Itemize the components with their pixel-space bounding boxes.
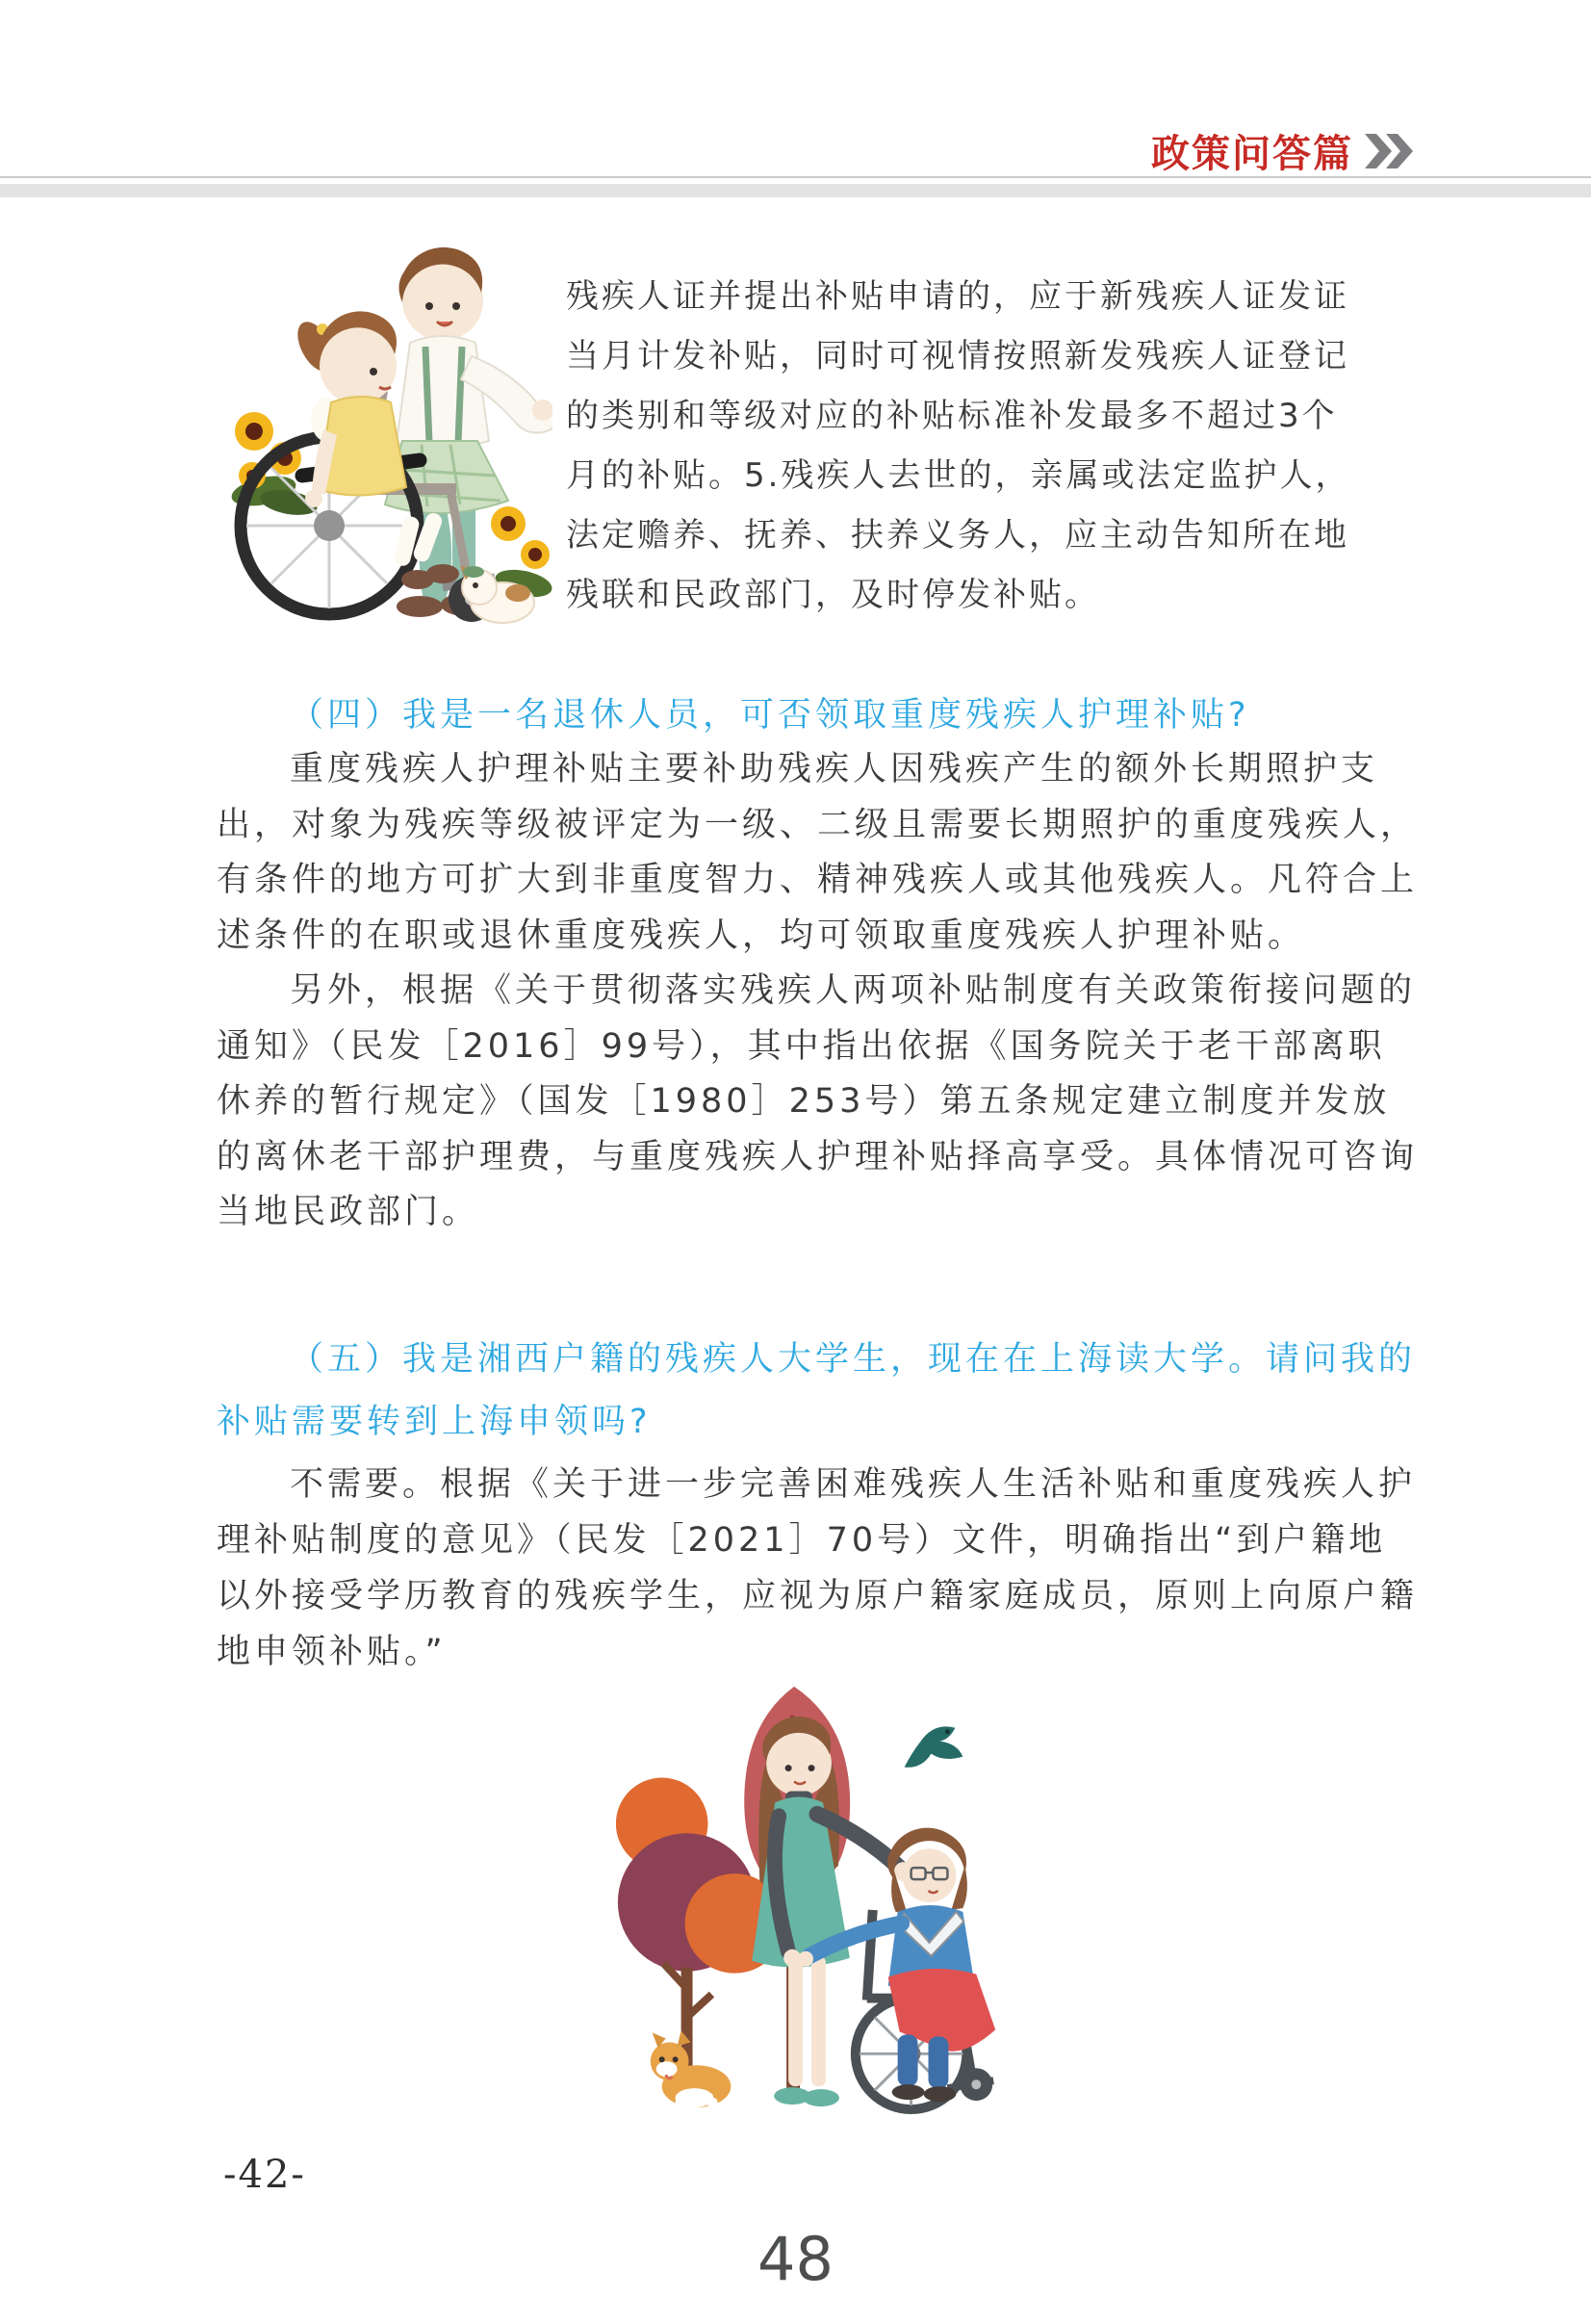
- section-title: 政策问答篇: [1151, 132, 1353, 176]
- illustration-children-wheelchair: [214, 202, 552, 626]
- text-line: 的类别和等级对应的补贴标准补发最多不超过3个: [566, 397, 1338, 435]
- caregiver: [752, 1717, 912, 2106]
- heading-line: 补贴需要转到上海申领吗?: [217, 1403, 652, 1441]
- page-header: [1151, 123, 1415, 178]
- question-4-answer: [217, 742, 1418, 1241]
- text-line: 残疾人证并提出补贴申请的，应于新残疾人证发证: [566, 277, 1349, 316]
- text-line: 有条件的地方可扩大到非重度智力、精神残疾人或其他残疾人。凡符合上: [217, 861, 1419, 899]
- text-line: 通知》（民发［2016］99号），其中指出依据《国务院关于老干部离职: [217, 1026, 1386, 1066]
- text-line: 出，对象为残疾等级被评定为一级、二级且需要长期照护的重度残疾人，: [217, 805, 1419, 844]
- text-line: 不需要。根据《关于进一步完善困难残疾人生活补贴和重度残疾人护: [290, 1465, 1417, 1504]
- bird: [905, 1726, 963, 1767]
- text-line: 理补贴制度的意见》（民发［2021］70号）文件，明确指出“到户籍地: [217, 1521, 1387, 1560]
- text-line: 休养的暂行规定》（国发［1980］253号）第五条规定建立制度并发放: [217, 1082, 1391, 1121]
- heading-line: （五）我是湘西户籍的残疾人大学生，现在在上海读大学。请问我的: [290, 1340, 1417, 1379]
- intro-paragraph: [566, 267, 1350, 625]
- page-number: 48: [757, 2224, 834, 2294]
- question-4-heading: [217, 685, 1250, 745]
- print-page-label: -42-: [223, 2153, 306, 2197]
- text-line: 地申领补贴。”: [217, 1633, 447, 1671]
- question-5-answer: [217, 1457, 1418, 1680]
- text-line: 的离休老干部护理费，与重度残疾人护理补贴择高享受。具体情况可咨询: [217, 1137, 1419, 1176]
- text-line: 法定赡养、抚养、扶养义务人，应主动告知所在地: [566, 516, 1349, 555]
- text-line: 残联和民政部门，及时停发补贴。: [566, 576, 1100, 614]
- text-line: 以外接受学历教育的残疾学生，应视为原户籍家庭成员，原则上向原户籍: [217, 1577, 1419, 1615]
- heading-line: （四）我是一名退休人员，可否领取重度残疾人护理补贴?: [290, 696, 1250, 735]
- text-line: 月的补贴。5.残疾人去世的，亲属或法定监护人，: [566, 456, 1351, 495]
- text-line: 另外，根据《关于贯彻落实残疾人两项补贴制度有关政策衔接问题的: [290, 971, 1417, 1010]
- header-band: [0, 184, 1591, 197]
- text-line: 述条件的在职或退休重度残疾人，均可领取重度残疾人护理补贴。: [217, 916, 1306, 955]
- double-chevron-icon: [1363, 132, 1415, 170]
- illustration-caregiver-wheelchair: [611, 1672, 1025, 2123]
- text-line: 当月计发补贴，同时可视情按照新发残疾人证登记: [566, 337, 1349, 375]
- header-rule: [0, 176, 1591, 178]
- question-5-heading: [217, 1329, 1416, 1454]
- text-line: 当地民政部门。: [217, 1193, 480, 1231]
- text-line: 重度残疾人护理补贴主要补助残疾人因残疾产生的额外长期照护支: [290, 750, 1379, 788]
